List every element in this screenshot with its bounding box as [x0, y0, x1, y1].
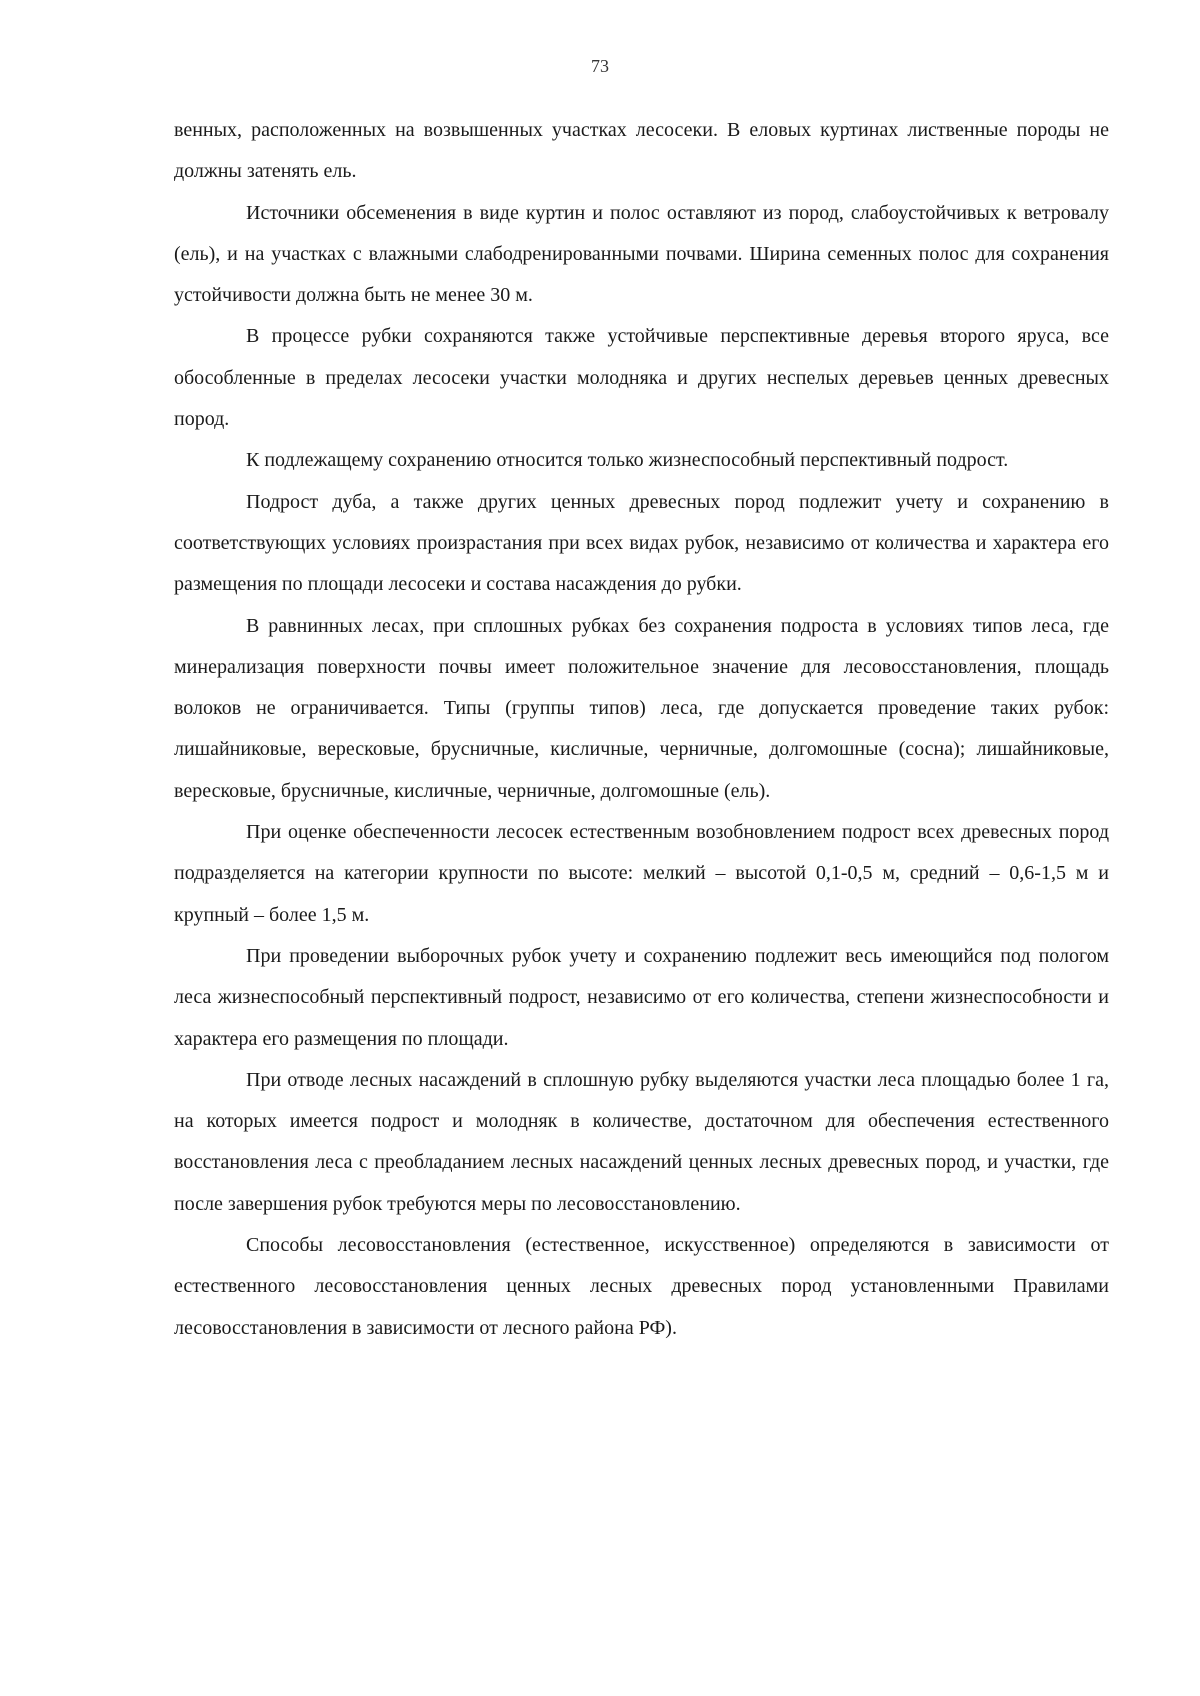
page-number: 73 — [591, 56, 609, 76]
paragraph-9: При отводе лесных насаждений в сплошную рубку выделяются участки леса площадью более 1 га, на которых имеется подрост и молодняк в количестве, достаточном для обеспечения естественного восстановления леса с преобладанием лесных насаждений ценных лесных древесных пород, и участки, где после завершения рубок требуются меры по лесовосстановлению. — [174, 1068, 1109, 1215]
paragraph-3: В процессе рубки сохраняются также устойчивые перспективные деревья второго яруса, все обособленные в пределах лесосеки участки молодняка и других неспелых деревьев ценных древесных пород. — [174, 325, 1109, 431]
paragraph-4: К подлежащему сохранению относится только жизнеспособный перспективный подрост. — [246, 449, 1009, 472]
paragraph-6: В равнинных лесах, при сплошных рубках без сохранения подроста в условиях типов леса, где минерализация поверхности почвы имеет положительное значение для лесовосстановления, площадь волоков не ограничивается. Типы (группы типов) леса, где допускается проведение таких рубок: лишайниковые, вересковые, брусничные, кисличные, черничные, долгомошные (сосна); лишайниковые, вересковые, брусничные, кисличные, черничные, долгомошные (ель). — [174, 614, 1109, 802]
paragraph-5: Подрост дуба, а также других ценных древесных пород подлежит учету и сохранению в соответствующих условиях произрастания при всех видах рубок, независимо от количества и характера его размещения по площади лесосеки и состава насаждения до рубки. — [174, 490, 1109, 596]
body-text — [174, 110, 1109, 1349]
paragraph-8: При проведении выборочных рубок учету и сохранению подлежит весь имеющийся под пологом леса жизнеспособный перспективный подрост, независимо от его количества, степени жизнеспособности и характера его размещения по площади. — [174, 944, 1109, 1050]
paragraph-2: Источники обсеменения в виде куртин и полос оставляют из пород, слабоустойчивых к ветровалу (ель), и на участках с влажными слабодренированными почвами. Ширина семенных полос для сохранения устойчивости должна быть не менее 30 м. — [174, 201, 1109, 307]
paragraph-1: венных, расположенных на возвышенных участках лесосеки. В еловых куртинах лиственные породы не должны затенять ель. — [174, 119, 1109, 183]
paragraph-7: При оценке обеспеченности лесосек естественным возобновлением подрост всех древесных пород подразделяется на категории крупности по высоте: мелкий – высотой 0,1-0,5 м, средний – 0,6-1,5 м и крупный – более 1,5 м. — [174, 821, 1109, 926]
paragraph-10: Способы лесовосстановления (естественное, искусственное) определяются в зависимости от естественного лесовосстановления ценных лесных древесных пород установленными Правилами лесовосстановления в зависимости от лесного района РФ). — [174, 1234, 1109, 1339]
